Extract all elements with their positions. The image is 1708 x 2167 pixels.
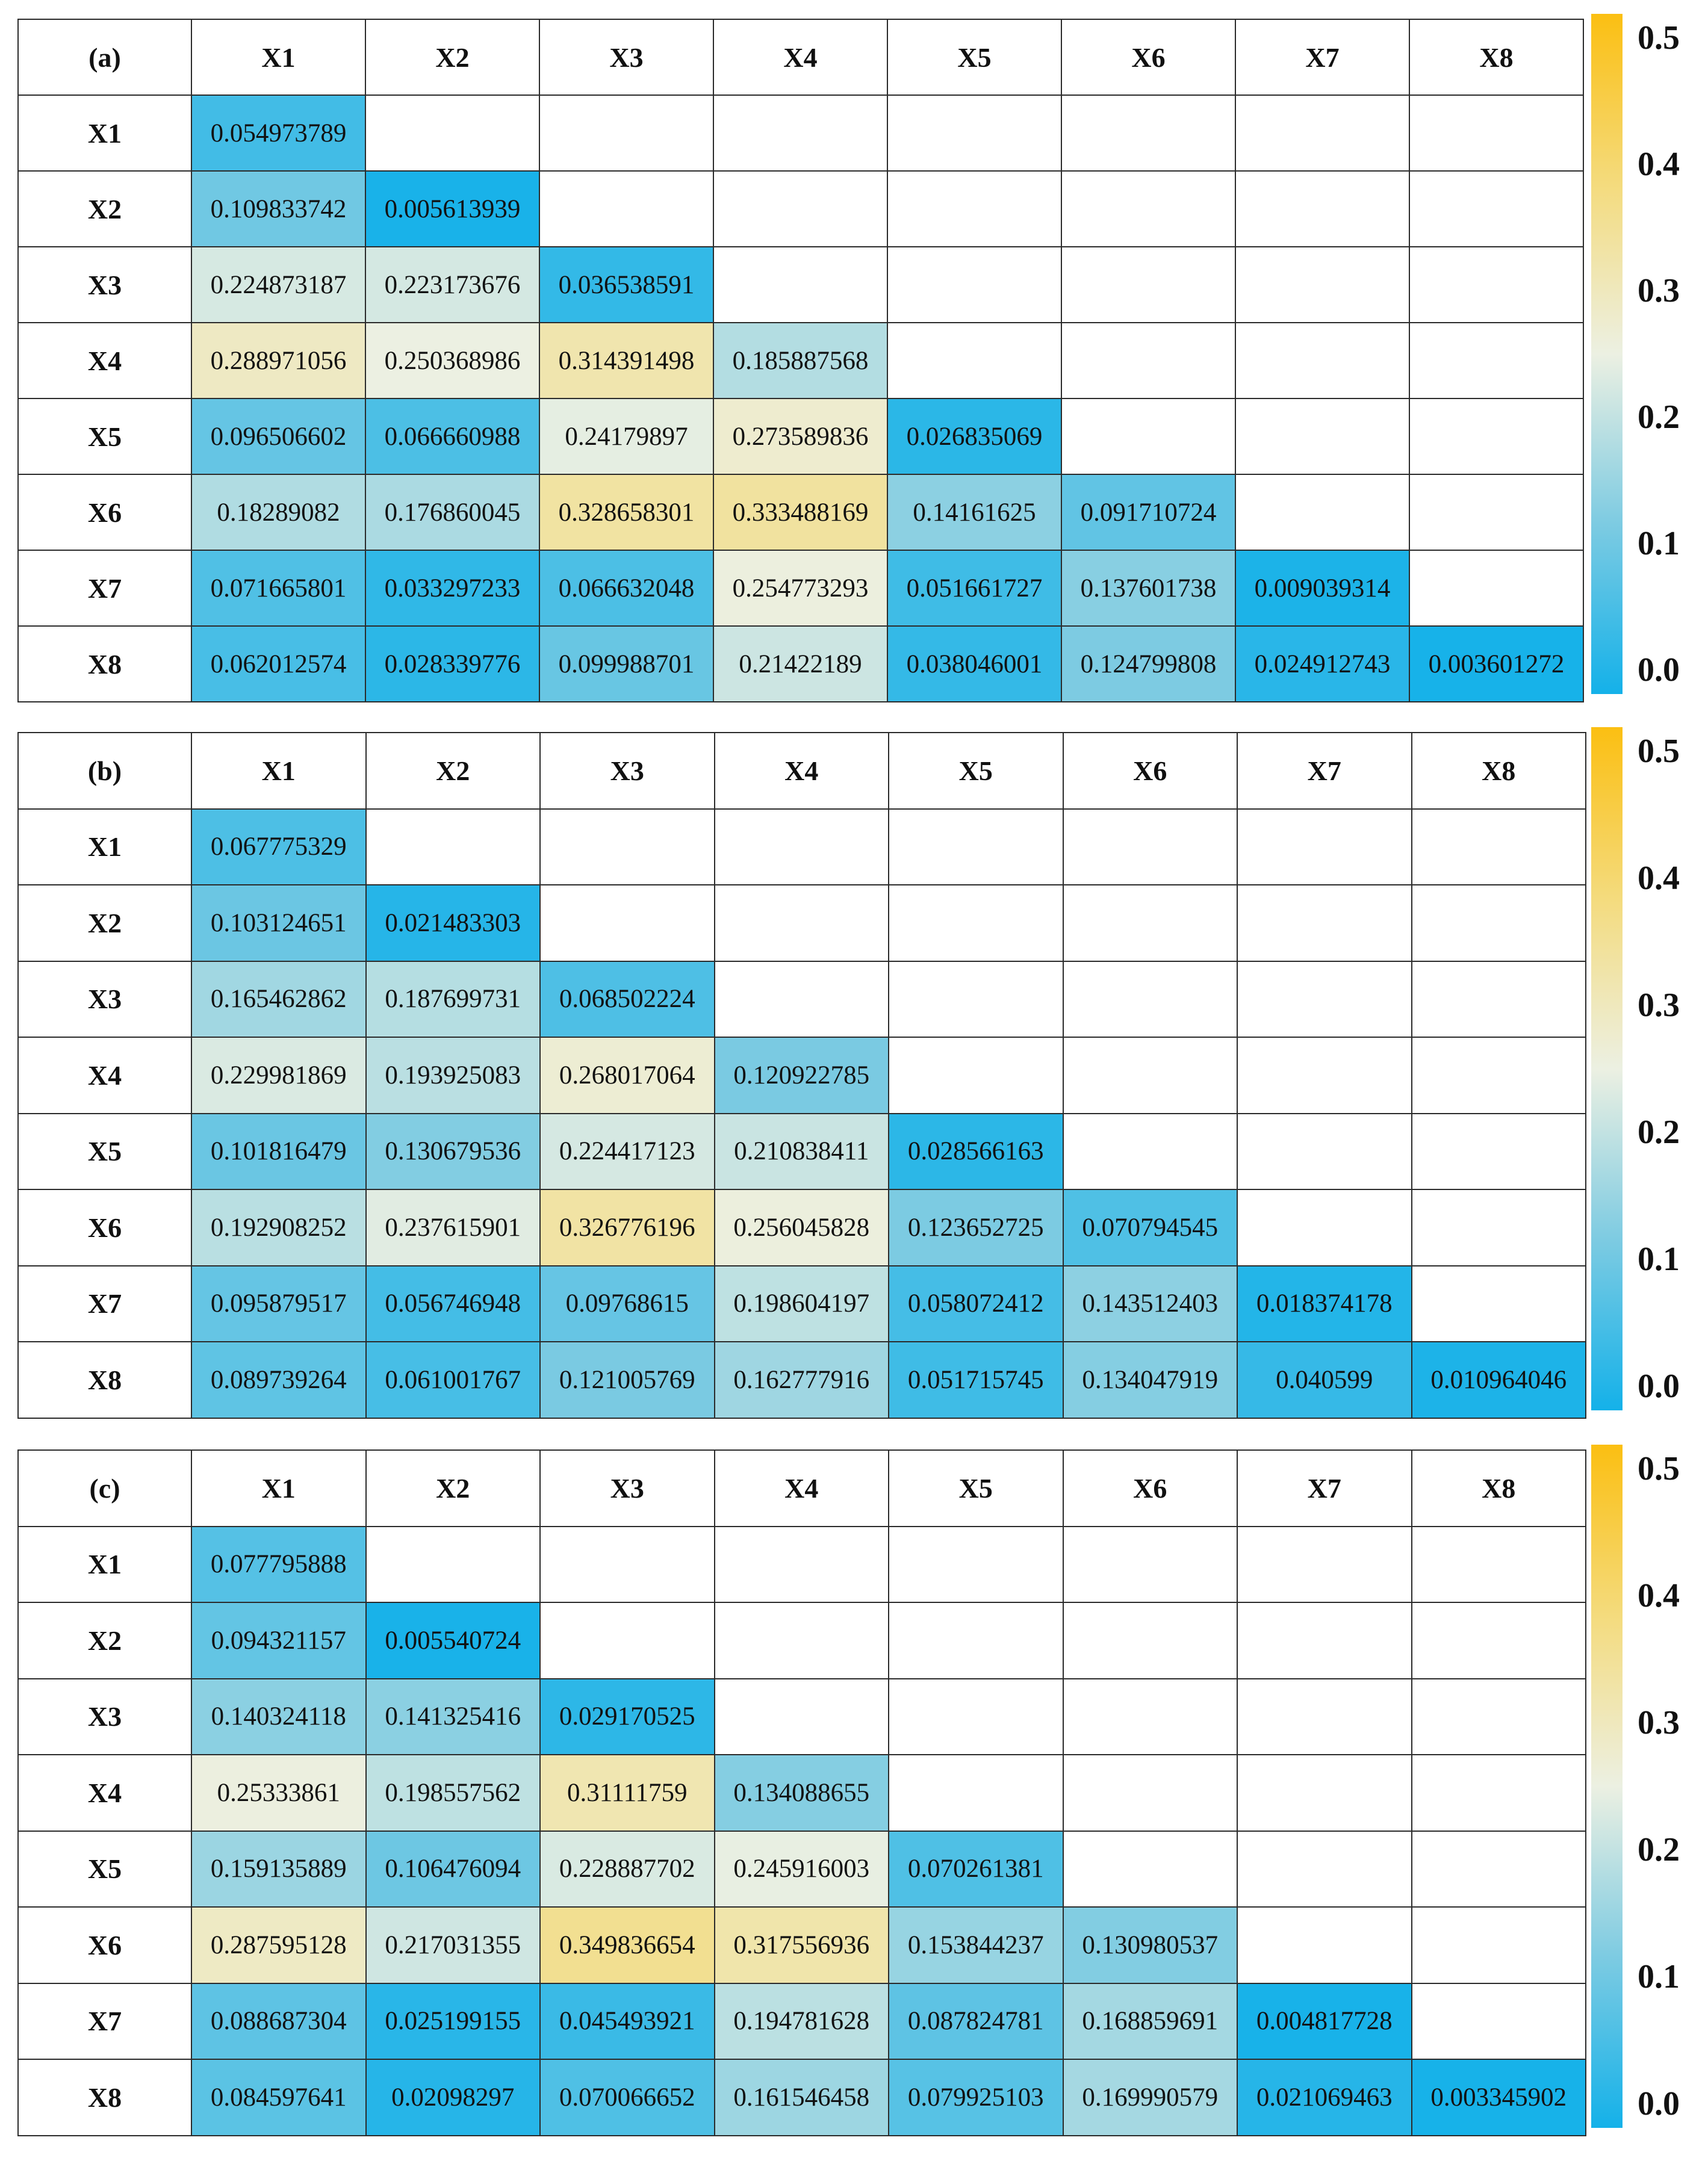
heatmap-cell: 0.066632048 [539,550,713,626]
colorbar-tick-label: 0.2 [1638,1831,1680,1868]
heatmap-cell: 0.036538591 [539,247,713,323]
heatmap-cell: 0.038046001 [887,626,1061,702]
empty-cell [1063,885,1238,961]
empty-cell [366,809,541,885]
empty-cell [1061,171,1235,247]
colorbar-tick-label: 0.2 [1638,398,1680,436]
empty-cell [1409,398,1583,474]
heatmap-cell: 0.123652725 [889,1189,1063,1266]
empty-cell [887,95,1061,171]
row-header: X3 [18,1679,191,1755]
heatmap-cell: 0.021069463 [1237,2059,1412,2136]
heatmap-cell: 0.062012574 [191,626,365,702]
heatmap-cell: 0.256045828 [715,1189,889,1266]
heatmap-cell: 0.025199155 [366,1983,541,2060]
empty-cell [1237,1037,1412,1114]
table-row [18,247,1583,323]
empty-cell [1237,1831,1412,1908]
header-row [18,1450,1586,1527]
heatmap-cell: 0.089739264 [191,1342,366,1418]
column-header: X3 [540,1450,715,1527]
column-header: X3 [539,19,713,95]
heatmap-cell: 0.143512403 [1063,1266,1238,1342]
empty-cell [1409,323,1583,398]
column-header: X5 [887,19,1061,95]
heatmap-panel-a [0,0,1708,698]
column-header: X1 [191,733,366,809]
heatmap-cell: 0.101816479 [191,1114,366,1190]
row-header: X2 [18,171,191,247]
table-row [18,809,1586,885]
heatmap-cell: 0.229981869 [191,1037,366,1114]
heatmap-cell: 0.168859691 [1063,1983,1238,2060]
empty-cell [1237,1189,1412,1266]
heatmap-cell: 0.187699731 [366,961,541,1038]
empty-cell [1061,95,1235,171]
heatmap-cell: 0.009039314 [1235,550,1409,626]
table-row [18,1266,1586,1342]
column-header: X8 [1412,733,1586,809]
heatmap-cell: 0.153844237 [889,1907,1063,1983]
empty-cell [1412,1189,1586,1266]
empty-cell [715,961,889,1038]
heatmap-cell: 0.288971056 [191,323,365,398]
colorbar [1591,14,1623,694]
empty-cell [889,1037,1063,1114]
colorbar-tick-label: 0.4 [1638,146,1680,183]
empty-cell [1237,1907,1412,1983]
empty-cell [540,1527,715,1603]
row-header: X2 [18,885,191,961]
row-header: X1 [18,95,191,171]
row-header: X3 [18,247,191,323]
colorbar-tick-label: 0.2 [1638,1113,1680,1151]
heatmap-cell: 0.003601272 [1409,626,1583,702]
heatmap-cell: 0.254773293 [713,550,887,626]
heatmap-cell: 0.087824781 [889,1983,1063,2060]
empty-cell [1412,1755,1586,1831]
heatmap-cell: 0.224417123 [540,1114,715,1190]
heatmap-cell: 0.141325416 [366,1679,541,1755]
heatmap-cell: 0.103124651 [191,885,366,961]
heatmap-cell: 0.130980537 [1063,1907,1238,1983]
heatmap-cell: 0.067775329 [191,809,366,885]
column-header: X4 [715,1450,889,1527]
row-header: X4 [18,1037,191,1114]
header-row [18,733,1586,809]
heatmap-table [17,19,1584,702]
column-header: X3 [540,733,715,809]
column-header: X4 [715,733,889,809]
row-header: X5 [18,1831,191,1908]
empty-cell [1237,1527,1412,1603]
heatmap-cell: 0.21422189 [713,626,887,702]
heatmap-cell: 0.237615901 [366,1189,541,1266]
heatmap-cell: 0.137601738 [1061,550,1235,626]
table-row [18,1114,1586,1190]
empty-cell [889,885,1063,961]
empty-cell [366,1527,541,1603]
colorbar-tick-label: 0.1 [1638,525,1680,562]
colorbar-tick-label: 0.5 [1638,1450,1680,1487]
empty-cell [1061,323,1235,398]
empty-cell [539,95,713,171]
column-header: X6 [1061,19,1235,95]
heatmap-cell: 0.14161625 [887,474,1061,550]
heatmap-cell: 0.077795888 [191,1527,366,1603]
column-header: X8 [1412,1450,1586,1527]
empty-cell [1063,961,1238,1038]
empty-cell [889,809,1063,885]
heatmap-cell: 0.070261381 [889,1831,1063,1908]
empty-cell [1063,1755,1238,1831]
empty-cell [1237,809,1412,885]
column-header: X7 [1237,733,1412,809]
column-header: X6 [1063,733,1238,809]
heatmap-cell: 0.024912743 [1235,626,1409,702]
heatmap-cell: 0.010964046 [1412,1342,1586,1418]
heatmap-cell: 0.003345902 [1412,2059,1586,2136]
empty-cell [540,885,715,961]
colorbar-tick-label: 0.5 [1638,733,1680,770]
heatmap-cell: 0.314391498 [539,323,713,398]
table-row [18,2059,1586,2136]
empty-cell [1237,1679,1412,1755]
row-header: X1 [18,1527,191,1603]
empty-cell [1409,474,1583,550]
table-row [18,885,1586,961]
heatmap-cell: 0.084597641 [191,2059,366,2136]
heatmap-cell: 0.005540724 [366,1602,541,1679]
empty-cell [1412,1602,1586,1679]
empty-cell [715,1527,889,1603]
heatmap-cell: 0.070794545 [1063,1189,1238,1266]
heatmap-cell: 0.25333861 [191,1755,366,1831]
row-header: X6 [18,1189,191,1266]
empty-cell [1063,1527,1238,1603]
row-header: X8 [18,626,191,702]
heatmap-cell: 0.159135889 [191,1831,366,1908]
panel-label: (a) [18,19,191,95]
empty-cell [1409,550,1583,626]
heatmap-cell: 0.120922785 [715,1037,889,1114]
heatmap-cell: 0.333488169 [713,474,887,550]
heatmap-cell: 0.169990579 [1063,2059,1238,2136]
heatmap-cell: 0.028566163 [889,1114,1063,1190]
empty-cell [1235,474,1409,550]
table-row [18,1755,1586,1831]
heatmap-cell: 0.245916003 [715,1831,889,1908]
heatmap-cell: 0.198557562 [366,1755,541,1831]
colorbar-tick-label: 0.5 [1638,19,1680,57]
empty-cell [539,171,713,247]
heatmap-cell: 0.326776196 [540,1189,715,1266]
heatmap-cell: 0.223173676 [365,247,539,323]
empty-cell [887,247,1061,323]
heatmap-cell: 0.004817728 [1237,1983,1412,2060]
empty-cell [715,1679,889,1755]
heatmap-cell: 0.029170525 [540,1679,715,1755]
colorbar-tick-label: 0.1 [1638,1958,1680,1995]
heatmap-cell: 0.165462862 [191,961,366,1038]
table-row [18,474,1583,550]
column-header: X1 [191,1450,366,1527]
empty-cell [889,1602,1063,1679]
heatmap-cell: 0.094321157 [191,1602,366,1679]
empty-cell [1235,398,1409,474]
heatmap-cell: 0.18289082 [191,474,365,550]
table-row [18,1831,1586,1908]
table-row [18,1679,1586,1755]
heatmap-cell: 0.051715745 [889,1342,1063,1418]
heatmap-cell: 0.140324118 [191,1679,366,1755]
empty-cell [1412,1114,1586,1190]
heatmap-cell: 0.079925103 [889,2059,1063,2136]
column-header: X2 [366,733,541,809]
row-header: X3 [18,961,191,1038]
row-header: X4 [18,1755,191,1831]
heatmap-cell: 0.130679536 [366,1114,541,1190]
heatmap-cell: 0.033297233 [365,550,539,626]
empty-cell [1412,885,1586,961]
empty-cell [889,961,1063,1038]
empty-cell [1237,961,1412,1038]
colorbar-tick-label: 0.0 [1638,1367,1680,1405]
heatmap-cell: 0.099988701 [539,626,713,702]
heatmap-cell: 0.162777916 [715,1342,889,1418]
empty-cell [1412,1679,1586,1755]
heatmap-cell: 0.051661727 [887,550,1061,626]
empty-cell [1063,1602,1238,1679]
colorbar-tick-label: 0.0 [1638,2085,1680,2122]
colorbar [1591,1445,1623,2128]
column-header: X4 [713,19,887,95]
column-header: X7 [1235,19,1409,95]
empty-cell [1235,95,1409,171]
row-header: X5 [18,1114,191,1190]
empty-cell [713,95,887,171]
heatmap-table [17,732,1586,1419]
empty-cell [1061,247,1235,323]
column-header: X5 [889,733,1063,809]
heatmap-cell: 0.028339776 [365,626,539,702]
colorbar-tick-label: 0.1 [1638,1240,1680,1278]
empty-cell [889,1527,1063,1603]
heatmap-cell: 0.134047919 [1063,1342,1238,1418]
table-row [18,1527,1586,1603]
column-header: X6 [1063,1450,1238,1527]
column-header: X2 [365,19,539,95]
heatmap-cell: 0.09768615 [540,1266,715,1342]
heatmap-cell: 0.066660988 [365,398,539,474]
column-header: X8 [1409,19,1583,95]
row-header: X2 [18,1602,191,1679]
heatmap-cell: 0.071665801 [191,550,365,626]
column-header: X1 [191,19,365,95]
empty-cell [1235,247,1409,323]
colorbar-tick-label: 0.4 [1638,859,1680,897]
colorbar-tick-label: 0.0 [1638,651,1680,689]
empty-cell [1412,961,1586,1038]
heatmap-cell: 0.021483303 [366,885,541,961]
heatmap-cell: 0.185887568 [713,323,887,398]
empty-cell [1237,1602,1412,1679]
empty-cell [887,323,1061,398]
table-row [18,1037,1586,1114]
empty-cell [1237,885,1412,961]
heatmap-cell: 0.31111759 [540,1755,715,1831]
empty-cell [887,171,1061,247]
table-row [18,1907,1586,1983]
heatmap-cell: 0.091710724 [1061,474,1235,550]
empty-cell [1412,809,1586,885]
table-row [18,95,1583,171]
heatmap-cell: 0.056746948 [366,1266,541,1342]
heatmap-cell: 0.268017064 [540,1037,715,1114]
empty-cell [1237,1114,1412,1190]
heatmap-cell: 0.349836654 [540,1907,715,1983]
heatmap-cell: 0.328658301 [539,474,713,550]
heatmap-cell: 0.040599 [1237,1342,1412,1418]
row-header: X6 [18,474,191,550]
heatmap-cell: 0.287595128 [191,1907,366,1983]
empty-cell [540,1602,715,1679]
empty-cell [540,809,715,885]
empty-cell [713,171,887,247]
heatmap-cell: 0.109833742 [191,171,365,247]
empty-cell [1412,1037,1586,1114]
row-header: X1 [18,809,191,885]
row-header: X5 [18,398,191,474]
row-header: X8 [18,1342,191,1418]
table-row [18,626,1583,702]
empty-cell [889,1679,1063,1755]
heatmap-cell: 0.088687304 [191,1983,366,2060]
empty-cell [715,1602,889,1679]
heatmap-cell: 0.198604197 [715,1266,889,1342]
empty-cell [1063,1037,1238,1114]
empty-cell [1235,323,1409,398]
heatmap-panel-c [0,1433,1708,2164]
heatmap-cell: 0.045493921 [540,1983,715,2060]
colorbar-tick-label: 0.3 [1638,272,1680,309]
heatmap-cell: 0.096506602 [191,398,365,474]
colorbar-tick-label: 0.3 [1638,986,1680,1024]
row-header: X4 [18,323,191,398]
heatmap-cell: 0.106476094 [366,1831,541,1908]
heatmap-cell: 0.026835069 [887,398,1061,474]
table-row [18,1342,1586,1418]
empty-cell [1063,1114,1238,1190]
table-row [18,171,1583,247]
heatmap-cell: 0.058072412 [889,1266,1063,1342]
column-header: X7 [1237,1450,1412,1527]
heatmap-cell: 0.02098297 [366,2059,541,2136]
column-header: X5 [889,1450,1063,1527]
table-row [18,1189,1586,1266]
column-header: X2 [366,1450,541,1527]
heatmap-cell: 0.192908252 [191,1189,366,1266]
row-header: X7 [18,550,191,626]
heatmap-cell: 0.224873187 [191,247,365,323]
heatmap-cell: 0.193925083 [366,1037,541,1114]
empty-cell [1063,1679,1238,1755]
header-row [18,19,1583,95]
heatmap-panel-b [0,716,1708,1430]
empty-cell [1409,95,1583,171]
table-row [18,550,1583,626]
heatmap-cell: 0.018374178 [1237,1266,1412,1342]
table-row [18,1602,1586,1679]
empty-cell [715,809,889,885]
colorbar-tick-label: 0.4 [1638,1576,1680,1614]
heatmap-cell: 0.054973789 [191,95,365,171]
empty-cell [365,95,539,171]
empty-cell [889,1755,1063,1831]
row-header: X7 [18,1983,191,2060]
empty-cell [1409,247,1583,323]
empty-cell [1412,1983,1586,2060]
panel-label: (b) [18,733,191,809]
heatmap-cell: 0.317556936 [715,1907,889,1983]
heatmap-cell: 0.176860045 [365,474,539,550]
heatmap-cell: 0.194781628 [715,1983,889,2060]
empty-cell [1412,1907,1586,1983]
empty-cell [1412,1831,1586,1908]
heatmap-cell: 0.124799808 [1061,626,1235,702]
empty-cell [1235,171,1409,247]
empty-cell [1412,1266,1586,1342]
heatmap-cell: 0.070066652 [540,2059,715,2136]
table-row [18,1983,1586,2060]
panel-label: (c) [18,1450,191,1527]
table-row [18,323,1583,398]
heatmap-cell: 0.121005769 [540,1342,715,1418]
heatmap-cell: 0.228887702 [540,1831,715,1908]
empty-cell [1409,171,1583,247]
heatmap-cell: 0.217031355 [366,1907,541,1983]
table-row [18,398,1583,474]
colorbar-tick-label: 0.3 [1638,1704,1680,1741]
heatmap-cell: 0.005613939 [365,171,539,247]
colorbar [1591,727,1623,1410]
heatmap-cell: 0.161546458 [715,2059,889,2136]
empty-cell [1412,1527,1586,1603]
empty-cell [1061,398,1235,474]
empty-cell [715,885,889,961]
heatmap-cell: 0.061001767 [366,1342,541,1418]
empty-cell [713,247,887,323]
heatmap-cell: 0.095879517 [191,1266,366,1342]
empty-cell [1063,809,1238,885]
heatmap-table [17,1449,1586,2136]
row-header: X8 [18,2059,191,2136]
heatmap-cell: 0.134088655 [715,1755,889,1831]
row-header: X6 [18,1907,191,1983]
heatmap-cell: 0.250368986 [365,323,539,398]
heatmap-cell: 0.24179897 [539,398,713,474]
row-header: X7 [18,1266,191,1342]
heatmap-cell: 0.068502224 [540,961,715,1038]
table-row [18,961,1586,1038]
empty-cell [1063,1831,1238,1908]
heatmap-cell: 0.210838411 [715,1114,889,1190]
empty-cell [1237,1755,1412,1831]
heatmap-cell: 0.273589836 [713,398,887,474]
